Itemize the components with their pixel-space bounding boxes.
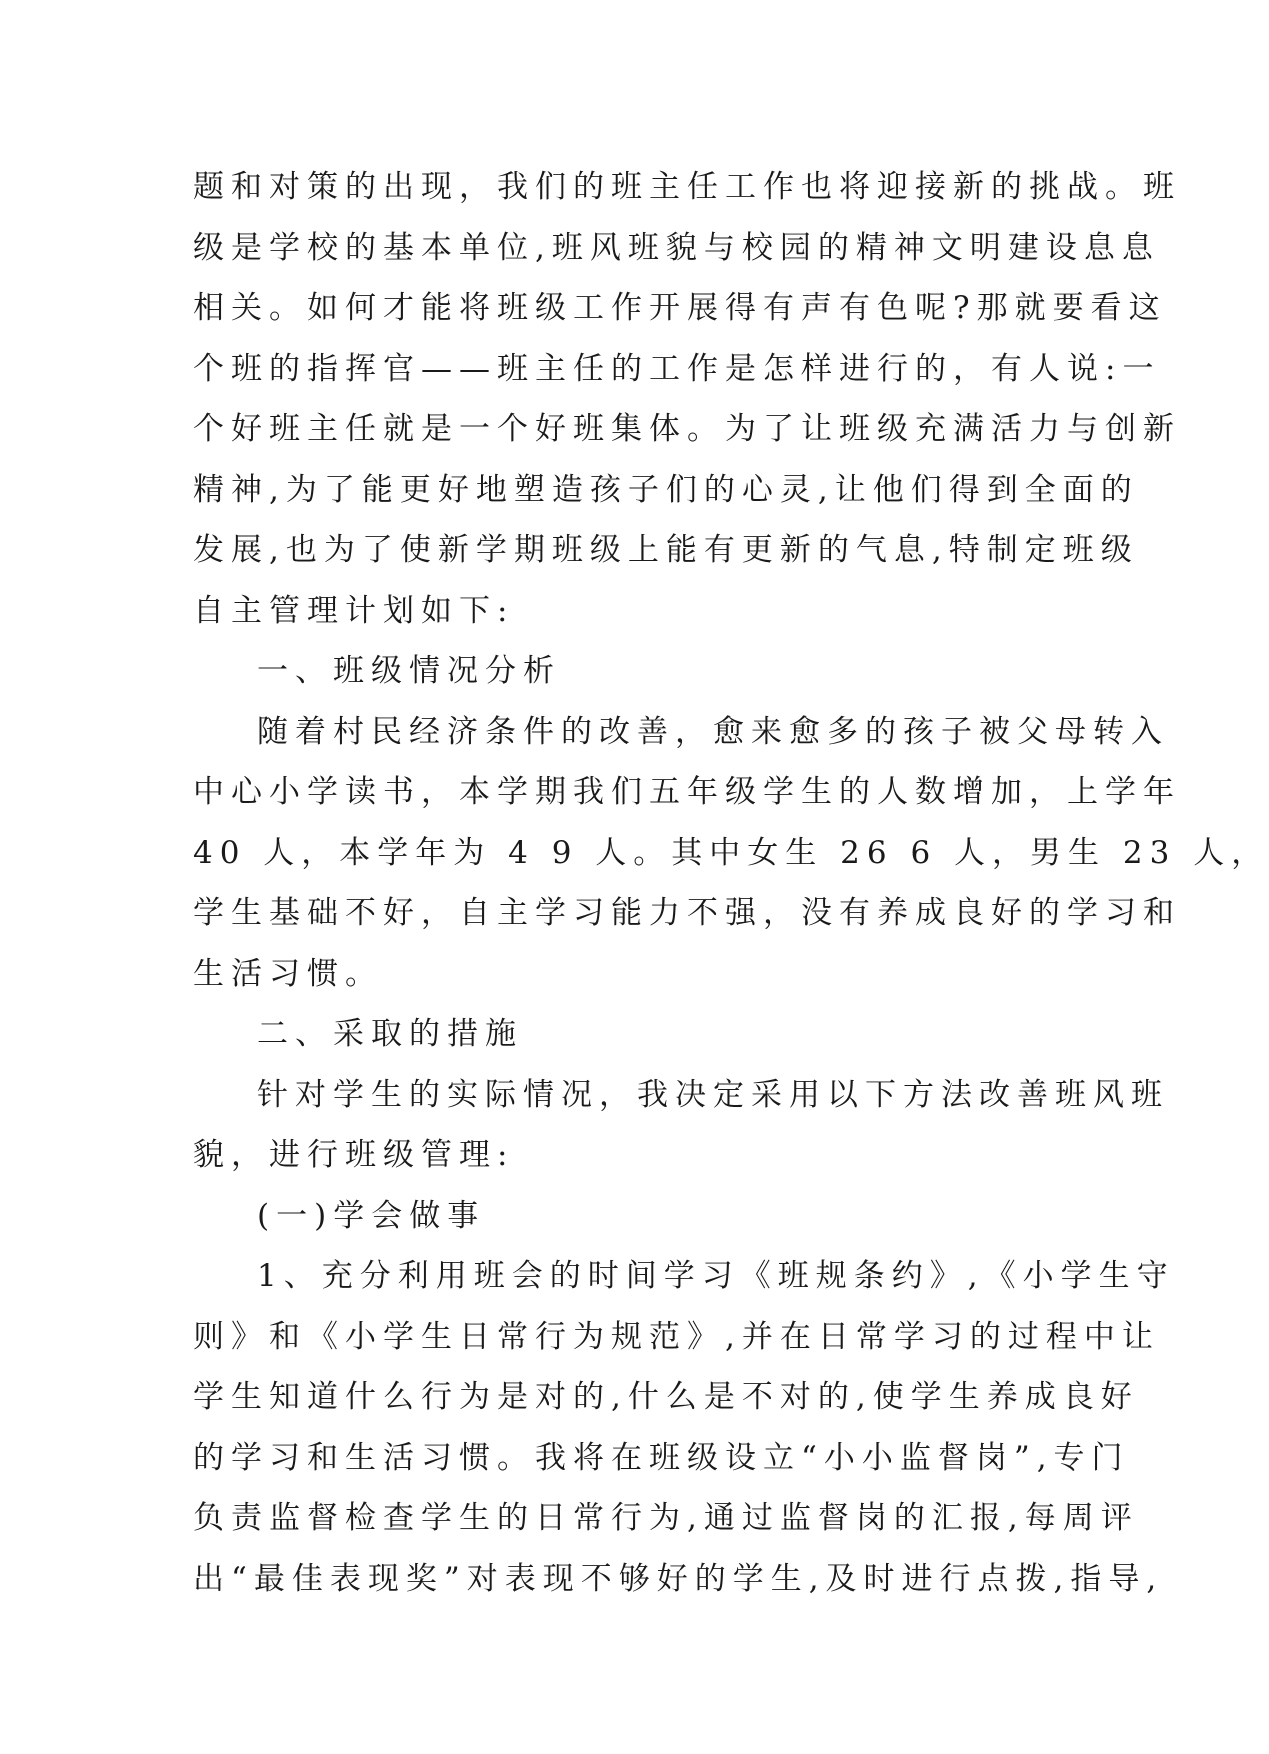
text-line: 个好班主任就是一个好班集体。为了让班级充满活力与创新	[193, 411, 1181, 447]
text-line: 相关。如何才能将班级工作开展得有声有色呢?那就要看这	[193, 290, 1167, 326]
text-line: 生活习惯。	[193, 955, 383, 992]
text-line: 题和对策的出现，我们的班主任工作也将迎接新的挑战。班	[193, 169, 1181, 205]
section-heading: 二、采取的措施	[257, 1016, 523, 1052]
text-line: 40 人，本学年为 4 9 人。其中女生 26 6 人，男生 23 人，	[193, 834, 1269, 871]
text-line: 针对学生的实际情况，我决定采用以下方法改善班风班	[257, 1076, 1169, 1113]
text-line: 自主管理计划如下:	[193, 592, 515, 629]
text-line: 1、充分利用班会的时间学习《班规条约》,《小学生守	[257, 1258, 1175, 1294]
text-line: 随着村民经济条件的改善，愈来愈多的孩子被父母转入	[257, 713, 1169, 750]
text-line: 负责监督检查学生的日常行为,通过监督岗的汇报,每周评	[193, 1500, 1139, 1536]
body-text	[193, 157, 1269, 1609]
text-line: 的学习和生活习惯。我将在班级设立“小小监督岗”,专门	[193, 1439, 1130, 1476]
text-line: 出“最佳表现奖”对表现不够好的学生,及时进行点拨,指导,	[193, 1560, 1164, 1597]
section-heading: 一、班级情况分析	[257, 653, 561, 689]
text-line: 中心小学读书，本学期我们五年级学生的人数增加，上学年	[193, 774, 1181, 810]
subsection-heading: (一)学会做事	[257, 1197, 486, 1234]
text-line: 发展,也为了使新学期班级上能有更新的气息,特制定班级	[193, 532, 1139, 568]
text-line: 学生知道什么行为是对的,什么是不对的,使学生养成良好	[193, 1379, 1139, 1415]
text-line: 个班的指挥官——班主任的工作是怎样进行的，有人说:一	[193, 350, 1161, 387]
text-line: 貌，进行班级管理:	[193, 1137, 515, 1173]
text-line: 级是学校的基本单位,班风班貌与校园的精神文明建设息息	[193, 229, 1160, 266]
text-line: 精神,为了能更好地塑造孩子们的心灵,让他们得到全面的	[193, 471, 1139, 508]
text-line: 学生基础不好，自主学习能力不强，没有养成良好的学习和	[193, 895, 1181, 931]
text-line: 则》和《小学生日常行为规范》,并在日常学习的过程中让	[193, 1318, 1160, 1355]
